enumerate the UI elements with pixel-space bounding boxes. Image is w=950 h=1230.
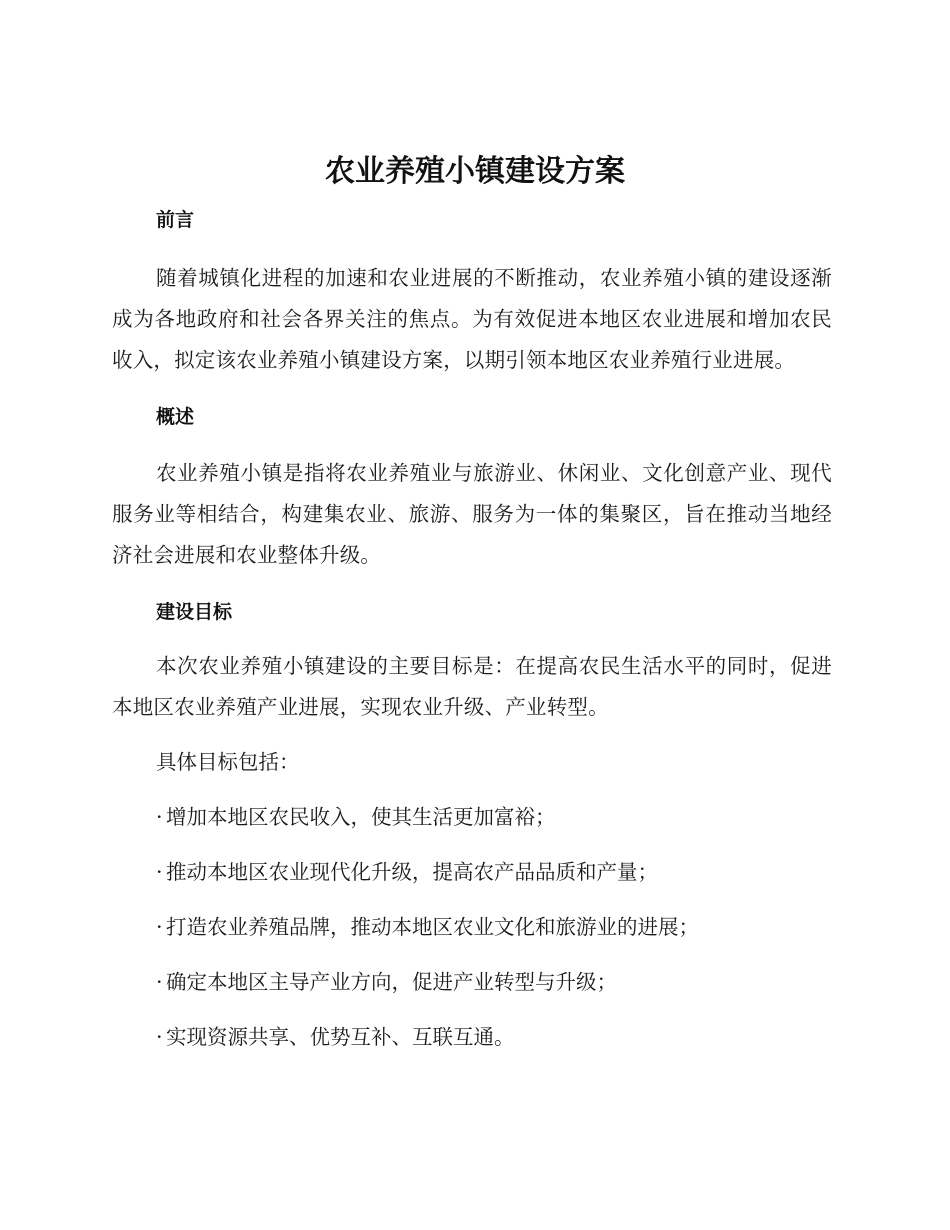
document-body	[112, 200, 832, 1058]
list-item-text: 实现资源共享、优势互补、互联互通。	[166, 1025, 515, 1049]
section-paragraph-preface: 随着城镇化进程的加速和农业进展的不断推动，农业养殖小镇的建设逐渐成为各地政府和社会各界关注的焦点。为有效促进本地区农业进展和增加农民收入，拟定该农业养殖小镇建设方案，以期引领本地区农业养殖行业进展。	[112, 266, 832, 372]
bullet-mark: ·	[156, 1025, 163, 1049]
bullet-mark: ·	[156, 970, 163, 994]
document-title: 农业养殖小镇建设方案	[325, 154, 625, 189]
list-item	[112, 852, 832, 893]
section-paragraph-overview: 农业养殖小镇是指将农业养殖业与旅游业、休闲业、文化创意产业、现代服务业等相结合，构建集农业、旅游、服务为一体的集聚区，旨在推动当地经济社会进展和农业整体升级。	[112, 461, 832, 567]
list-item	[112, 962, 832, 1003]
section-paragraph-goals: 本次农业养殖小镇建设的主要目标是：在提高农民生活水平的同时，促进本地区农业养殖产业进展，实现农业升级、产业转型。	[112, 654, 832, 719]
bullet-mark: ·	[156, 805, 163, 829]
bullet-mark: ·	[156, 915, 163, 939]
section-heading-goals: 建设目标	[156, 601, 233, 623]
list-item	[112, 1017, 832, 1058]
list-item	[112, 797, 832, 838]
list-item-text: 增加本地区农民收入，使其生活更加富裕；	[166, 805, 556, 829]
section-heading-preface: 前言	[156, 209, 195, 231]
specific-goals-intro: 具体目标包括：	[156, 750, 300, 774]
list-item-text: 推动本地区农业现代化升级，提高农产品品质和产量；	[166, 860, 658, 884]
list-item-text: 确定本地区主导产业方向，促进产业转型与升级；	[166, 970, 617, 994]
list-item-text: 打造农业养殖品牌，推动本地区农业文化和旅游业的进展；	[166, 915, 699, 939]
section-heading-overview: 概述	[156, 406, 195, 428]
bullet-mark: ·	[156, 860, 163, 884]
goals-list	[112, 797, 832, 1058]
list-item	[112, 907, 832, 948]
